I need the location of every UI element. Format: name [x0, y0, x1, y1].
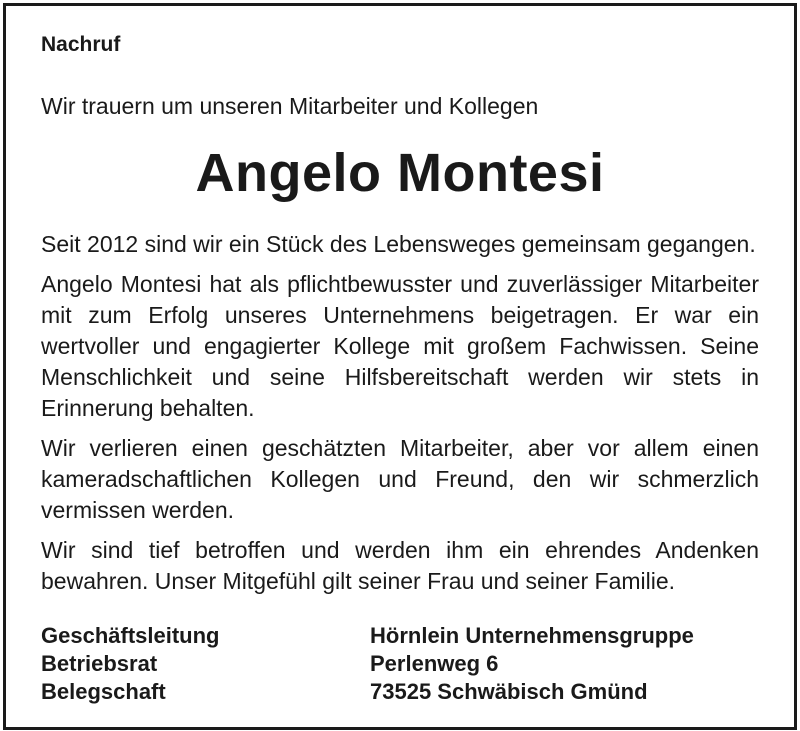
- obituary-body: [41, 229, 759, 606]
- company-street: Perlenweg 6: [370, 651, 499, 676]
- company-address: [370, 622, 694, 706]
- company-name: Hörnlein Unternehmensgruppe: [370, 623, 694, 648]
- signoff-management: Geschäftsleitung: [41, 623, 220, 648]
- notice-heading: Nachruf: [41, 33, 121, 56]
- signoff-works-council: Betriebsrat: [41, 651, 158, 676]
- deceased-name: Angelo Montesi: [195, 143, 605, 203]
- intro-line: Wir trauern um unseren Mitarbeiter und Kollegen: [41, 93, 539, 119]
- signoff-groups: [41, 622, 219, 706]
- paragraph-3: Wir verlieren einen geschätzten Mitarbeiter, aber vor allem einen kameradschaftlichen Kollegen und Freund, den wir schmerzlich vermissen werden.: [41, 435, 759, 523]
- paragraph-2: Angelo Montesi hat als pflichtbewusster und zuverlässiger Mitarbeiter mit zum Erfolg unseres Unternehmens beigetragen. Er war ein wertvoller und engagierter Kollege mit großem Fachwissen. Seine Menschlichkeit und seine Hilfsbereitschaft werden wir stets in Erinnerung behalten.: [41, 271, 759, 421]
- company-city: 73525 Schwäbisch Gmünd: [370, 679, 648, 704]
- paragraph-4: Wir sind tief betroffen und werden ihm ein ehrendes Andenken bewahren. Unser Mitgefühl gilt seiner Frau und seiner Familie.: [41, 537, 759, 594]
- signoff-staff: Belegschaft: [41, 679, 166, 704]
- paragraph-1: Seit 2012 sind wir ein Stück des Lebensweges gemeinsam gegangen.: [41, 231, 756, 257]
